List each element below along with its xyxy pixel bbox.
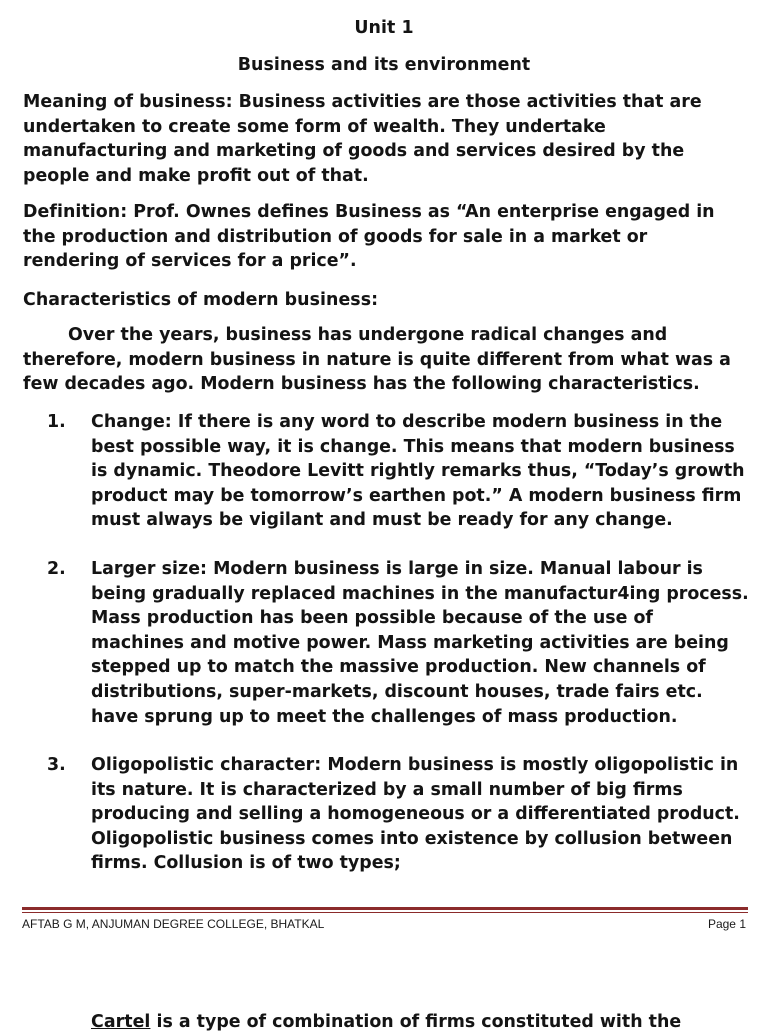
meaning-text: Business activities are those activities that are undertaken to create some form of wealth. They undertake manufacturing and marketing of goods and services desired by the people and make profit out of that. [23, 92, 702, 186]
definition-text: Prof. Ownes defines Business as “An enterprise engaged in the production and distribution of goods for sale in a market or rendering of services for a price”. [23, 202, 715, 272]
item-number: 1. [47, 412, 66, 432]
item-label: Change: [91, 412, 172, 432]
footer-page-number: Page 1 [707, 917, 746, 931]
item-label: Oligopolistic character: [91, 755, 322, 775]
item-text: If there is any word to describe modern business in the best possible way, it is change. This means that modern business is dynamic. Theodore Levitt rightly remarks thus, “Today’s growth product may be tomorrow’s earthen pot.” A modern business firm must always be vigilant and must be ready for any change. [91, 412, 745, 531]
item-number: 3. [47, 755, 66, 775]
cartel-text: is a type of combination of firms constituted with the [150, 1012, 682, 1032]
meaning-label: Meaning of business: [23, 92, 233, 112]
unit-heading: Unit 1 [354, 18, 414, 38]
item-label: Larger size: [91, 559, 208, 579]
list-item-larger-size [91, 557, 751, 729]
list-item-oligopolistic [91, 753, 751, 876]
footer-author: AFTAB G M, ANJUMAN DEGREE COLLEGE, BHATKAL [22, 917, 325, 931]
footer-rule-thin [22, 912, 748, 913]
definition-label: Definition: [23, 202, 128, 222]
characteristics-intro: Over the years, business has undergone radical changes and therefore, modern business in nature is quite different from what was a few decades ago. Modern business has the following characteristics. [23, 325, 731, 395]
item-number: 2. [47, 559, 66, 579]
meaning-paragraph [23, 90, 743, 188]
list-item-change [91, 410, 751, 533]
footer-rule-thick [22, 907, 748, 910]
characteristics-heading: Characteristics of modern business: [23, 290, 379, 310]
next-page-text [91, 1010, 681, 1035]
cartel-label: Cartel [91, 1012, 151, 1032]
item-text: Modern business is mostly oligopolistic in its nature. It is characterized by a small number of big firms producing and selling a homogeneous or a differentiated product. Oligopolistic business comes into existence by collusion between firms. Collusion is of two types; [91, 755, 740, 874]
item-text: Modern business is large in size. Manual labour is being gradually replaced machines in the manufactur4ing process. Mass production has been possible because of the use of machines and motive power. Mass marketing activities are being stepped up to match the massive production. New channels of distributions, super-markets, discount houses, trade fairs etc. have sprung up to meet the challenges of mass production. [91, 559, 749, 727]
chapter-title: Business and its environment [237, 55, 531, 75]
definition-paragraph [23, 200, 743, 274]
